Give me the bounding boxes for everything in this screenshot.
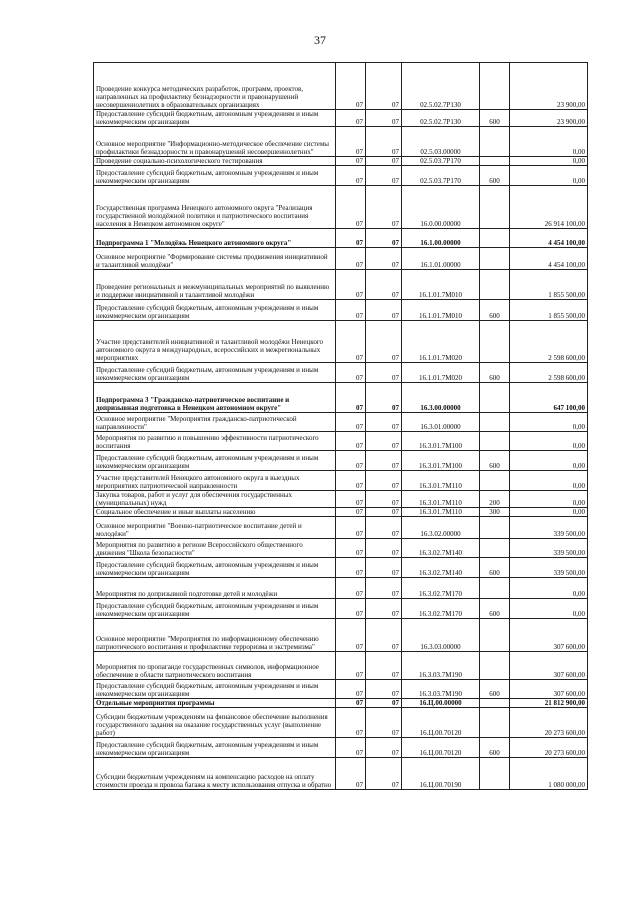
row-name-cell: Участие представителей инициативной и талантливой молодёжи Ненецкого автономного округа в международных, всероссийских и межрегиональных мероприятиях: [94, 321, 336, 363]
row-section-cell: 07: [336, 619, 366, 652]
row-type-cell: [480, 270, 510, 300]
row-subsection-cell: 07: [366, 680, 402, 699]
row-sum-cell: 0,00: [510, 491, 588, 508]
row-sum-cell: 0,00: [510, 578, 588, 599]
row-type-cell: [480, 63, 510, 110]
table-row: [94, 708, 588, 738]
row-section-cell: 07: [336, 517, 366, 539]
table-row: [94, 558, 588, 578]
row-type-cell: [480, 539, 510, 558]
row-type-cell: [480, 578, 510, 599]
row-subsection-cell: 07: [366, 363, 402, 383]
row-name-cell: Мероприятия по развитию и повышению эффективности патриотического воспитания: [94, 432, 336, 451]
row-subsection-cell: 07: [366, 517, 402, 539]
row-sum-cell: 307 600,00: [510, 680, 588, 699]
row-code-cell: 16.3.02.7М170: [402, 578, 480, 599]
row-sum-cell: 21 812 900,00: [510, 699, 588, 708]
table-row: [94, 738, 588, 758]
row-subsection-cell: 07: [366, 321, 402, 363]
row-name-cell: Подпрограмма 1 "Молодёжь Ненецкого автономного округа": [94, 229, 336, 248]
table-row: [94, 619, 588, 652]
row-sum-cell: 339 500,00: [510, 539, 588, 558]
row-section-cell: 07: [336, 229, 366, 248]
row-type-cell: [480, 248, 510, 270]
row-code-cell: 16.Ц.00.00000: [402, 699, 480, 708]
row-section-cell: 07: [336, 599, 366, 619]
table-row: [94, 578, 588, 599]
row-type-cell: [480, 432, 510, 451]
row-code-cell: 16.3.02.7М170: [402, 599, 480, 619]
row-code-cell: 16.3.01.7М110: [402, 491, 480, 508]
row-section-cell: 07: [336, 508, 366, 517]
row-code-cell: 16.3.00.00000: [402, 383, 480, 413]
row-code-cell: 16.3.01.7М110: [402, 508, 480, 517]
row-code-cell: 02.5.03.7Р170: [402, 157, 480, 166]
row-type-cell: [480, 383, 510, 413]
row-sum-cell: 339 500,00: [510, 558, 588, 578]
budget-table: [93, 62, 588, 790]
row-code-cell: 02.5.03.7Р170: [402, 166, 480, 186]
table-row: [94, 166, 588, 186]
row-section-cell: 07: [336, 578, 366, 599]
row-code-cell: 16.3.03.7М190: [402, 652, 480, 680]
row-name-cell: Государственная программа Ненецкого автономного округа "Реализация государственной молодёжной политики и патриотического воспитания населения в Ненецком автономном округе": [94, 186, 336, 229]
row-name-cell: Предоставление субсидий бюджетным, автономным учреждениям и иным некоммерческим организациям: [94, 599, 336, 619]
table-row: [94, 491, 588, 508]
row-name-cell: Основное мероприятие "Мероприятия по информационному обеспечению патриотического воспитания и профилактике терроризма и экстремизма": [94, 619, 336, 652]
row-name-cell: Участие представителей Ненецкого автономного округа в выездных мероприятиях патриотической направленности: [94, 471, 336, 491]
row-name-cell: Социальное обеспечение и иные выплаты населению: [94, 508, 336, 517]
row-code-cell: 16.3.02.7М140: [402, 539, 480, 558]
table-row: [94, 383, 588, 413]
row-subsection-cell: 07: [366, 599, 402, 619]
row-subsection-cell: 07: [366, 186, 402, 229]
row-section-cell: 07: [336, 491, 366, 508]
row-section-cell: 07: [336, 110, 366, 127]
row-subsection-cell: 07: [366, 300, 402, 321]
row-name-cell: Отдельные мероприятия программы: [94, 699, 336, 708]
row-name-cell: Основное мероприятие "Военно-патриотическое воспитание детей и молодёжи": [94, 517, 336, 539]
row-subsection-cell: 07: [366, 578, 402, 599]
table-row: [94, 471, 588, 491]
row-name-cell: Субсидии бюджетным учреждениям на компенсацию расходов на оплату стоимости проезда и провоза багажа к месту использования отпуска и обратно: [94, 758, 336, 790]
row-code-cell: 16.1.01.7М020: [402, 363, 480, 383]
row-type-cell: [480, 758, 510, 790]
row-sum-cell: 0,00: [510, 413, 588, 432]
row-code-cell: 16.Ц.00.70120: [402, 708, 480, 738]
row-code-cell: 16.3.01.7М100: [402, 432, 480, 451]
row-subsection-cell: 07: [366, 451, 402, 471]
row-type-cell: 600: [480, 558, 510, 578]
row-section-cell: 07: [336, 413, 366, 432]
row-sum-cell: 0,00: [510, 157, 588, 166]
row-sum-cell: 0,00: [510, 451, 588, 471]
row-sum-cell: 1 855 500,00: [510, 270, 588, 300]
table-row: [94, 63, 588, 110]
row-name-cell: Основное мероприятие "Информационно-методическое обеспечение системы профилактики безнадзорности и правонарушений несовершеннолетних": [94, 127, 336, 157]
row-sum-cell: 0,00: [510, 599, 588, 619]
row-subsection-cell: 07: [366, 508, 402, 517]
table-row: [94, 680, 588, 699]
row-sum-cell: 0,00: [510, 471, 588, 491]
row-code-cell: 16.1.01.7М010: [402, 300, 480, 321]
row-section-cell: 07: [336, 652, 366, 680]
table-row: [94, 517, 588, 539]
row-section-cell: 07: [336, 248, 366, 270]
row-sum-cell: 0,00: [510, 127, 588, 157]
table-row: [94, 599, 588, 619]
row-section-cell: 07: [336, 558, 366, 578]
row-type-cell: [480, 708, 510, 738]
row-subsection-cell: 07: [366, 63, 402, 110]
row-subsection-cell: 07: [366, 413, 402, 432]
row-sum-cell: 0,00: [510, 508, 588, 517]
row-subsection-cell: 07: [366, 558, 402, 578]
table-row: [94, 321, 588, 363]
row-sum-cell: 4 454 100,00: [510, 229, 588, 248]
row-sum-cell: 1 855 500,00: [510, 300, 588, 321]
row-subsection-cell: 07: [366, 699, 402, 708]
row-sum-cell: 339 500,00: [510, 517, 588, 539]
row-code-cell: 16.3.03.00000: [402, 619, 480, 652]
row-name-cell: Субсидии бюджетным учреждениям на финансовое обеспечение выполнения государственного задания на оказание государственных услуг (выполнение работ): [94, 708, 336, 738]
row-section-cell: 07: [336, 738, 366, 758]
row-subsection-cell: 07: [366, 166, 402, 186]
row-code-cell: 16.3.01.00000: [402, 413, 480, 432]
row-subsection-cell: 07: [366, 708, 402, 738]
row-section-cell: 07: [336, 680, 366, 699]
row-code-cell: 16.3.02.00000: [402, 517, 480, 539]
row-subsection-cell: 07: [366, 248, 402, 270]
row-sum-cell: 4 454 100,00: [510, 248, 588, 270]
row-section-cell: 07: [336, 63, 366, 110]
row-type-cell: 200: [480, 491, 510, 508]
row-section-cell: 07: [336, 539, 366, 558]
row-name-cell: Предоставление субсидий бюджетным, автономным учреждениям и иным некоммерческим организациям: [94, 451, 336, 471]
row-section-cell: 07: [336, 758, 366, 790]
row-section-cell: 07: [336, 186, 366, 229]
row-type-cell: 600: [480, 599, 510, 619]
row-subsection-cell: 07: [366, 652, 402, 680]
row-sum-cell: 307 600,00: [510, 652, 588, 680]
row-type-cell: [480, 619, 510, 652]
row-name-cell: Проведение социально-психологического тестирования: [94, 157, 336, 166]
table-row: [94, 127, 588, 157]
row-type-cell: 600: [480, 738, 510, 758]
row-subsection-cell: 07: [366, 110, 402, 127]
table-row: [94, 652, 588, 680]
row-sum-cell: 1 080 000,00: [510, 758, 588, 790]
row-code-cell: 02.5.02.7Р130: [402, 63, 480, 110]
row-name-cell: Предоставление субсидий бюджетным, автономным учреждениям и иным некоммерческим организациям: [94, 558, 336, 578]
table-row: [94, 229, 588, 248]
table-row: [94, 508, 588, 517]
row-subsection-cell: 07: [366, 758, 402, 790]
row-code-cell: 16.3.01.7М100: [402, 451, 480, 471]
row-sum-cell: 0,00: [510, 166, 588, 186]
row-code-cell: 16.1.01.7М020: [402, 321, 480, 363]
row-section-cell: 07: [336, 157, 366, 166]
row-section-cell: 07: [336, 451, 366, 471]
table-row: [94, 539, 588, 558]
row-name-cell: Мероприятия по пропаганде государственных символов, информационное обеспечение в области патриотического воспитания: [94, 652, 336, 680]
row-section-cell: 07: [336, 127, 366, 157]
row-sum-cell: 647 100,00: [510, 383, 588, 413]
row-section-cell: 07: [336, 699, 366, 708]
row-code-cell: 16.3.03.7М190: [402, 680, 480, 699]
row-subsection-cell: 07: [366, 270, 402, 300]
row-type-cell: [480, 127, 510, 157]
row-type-cell: [480, 517, 510, 539]
row-name-cell: Подпрограмма 3 "Гражданско-патриотическое воспитание и допризывная подготовка в Ненецком автономном округе": [94, 383, 336, 413]
row-section-cell: 07: [336, 270, 366, 300]
row-name-cell: Проведение региональных и межмуниципальных мероприятий по выявлению и поддержке инициативной и талантливой молодёжи: [94, 270, 336, 300]
row-subsection-cell: 07: [366, 229, 402, 248]
row-type-cell: [480, 413, 510, 432]
table-row: [94, 758, 588, 790]
row-code-cell: 16.3.02.7М140: [402, 558, 480, 578]
row-type-cell: 600: [480, 363, 510, 383]
row-sum-cell: 0,00: [510, 432, 588, 451]
row-section-cell: 07: [336, 300, 366, 321]
row-name-cell: Закупка товаров, работ и услуг для обеспечения государственных (муниципальных) нужд: [94, 491, 336, 508]
table-row: [94, 699, 588, 708]
row-name-cell: Проведение конкурса методических разработок, программ, проектов, направленных на профилактику безнадзорности и правонарушений несовершеннолетних в образовательных организациях: [94, 63, 336, 110]
row-type-cell: [480, 471, 510, 491]
table-row: [94, 157, 588, 166]
row-name-cell: Предоставление субсидий бюджетным, автономным учреждениям и иным некоммерческим организациям: [94, 680, 336, 699]
row-code-cell: 16.1.01.7М010: [402, 270, 480, 300]
row-name-cell: Предоставление субсидий бюджетным, автономным учреждениям и иным некоммерческим организациям: [94, 300, 336, 321]
row-sum-cell: 20 273 600,00: [510, 738, 588, 758]
row-subsection-cell: 07: [366, 619, 402, 652]
row-code-cell: 16.Ц.00.70190: [402, 758, 480, 790]
row-name-cell: Предоставление субсидий бюджетным, автономным учреждениям и иным некоммерческим организациям: [94, 363, 336, 383]
table-row: [94, 363, 588, 383]
row-subsection-cell: 07: [366, 157, 402, 166]
row-name-cell: Предоставление субсидий бюджетным, автономным учреждениям и иным некоммерческим организациям: [94, 110, 336, 127]
row-section-cell: 07: [336, 321, 366, 363]
page-number: 37: [314, 33, 326, 47]
row-type-cell: 300: [480, 508, 510, 517]
table-row: [94, 432, 588, 451]
table-row: [94, 248, 588, 270]
row-name-cell: Основное мероприятие "Мероприятия гражданско-патриотической направленности": [94, 413, 336, 432]
table-row: [94, 270, 588, 300]
row-name-cell: Основное мероприятие "Формирование системы продвижения инициативной и талантливой молодёжи": [94, 248, 336, 270]
row-subsection-cell: 07: [366, 491, 402, 508]
row-code-cell: 02.5.03.00000: [402, 127, 480, 157]
row-section-cell: 07: [336, 363, 366, 383]
row-type-cell: 600: [480, 166, 510, 186]
row-type-cell: 600: [480, 451, 510, 471]
row-subsection-cell: 07: [366, 383, 402, 413]
row-type-cell: [480, 186, 510, 229]
row-name-cell: Предоставление субсидий бюджетным, автономным учреждениям и иным некоммерческим организациям: [94, 166, 336, 186]
table-row: [94, 110, 588, 127]
row-name-cell: Предоставление субсидий бюджетным, автономным учреждениям и иным некоммерческим организациям: [94, 738, 336, 758]
row-type-cell: [480, 157, 510, 166]
row-sum-cell: 20 273 600,00: [510, 708, 588, 738]
row-code-cell: 16.Ц.00.70120: [402, 738, 480, 758]
row-subsection-cell: 07: [366, 471, 402, 491]
row-section-cell: 07: [336, 471, 366, 491]
row-code-cell: 16.0.00.00000: [402, 186, 480, 229]
row-name-cell: Мероприятия по допризывной подготовке детей и молодёжи: [94, 578, 336, 599]
row-subsection-cell: 07: [366, 738, 402, 758]
row-code-cell: 02.5.02.7Р130: [402, 110, 480, 127]
row-type-cell: [480, 652, 510, 680]
row-sum-cell: 26 914 100,00: [510, 186, 588, 229]
row-section-cell: 07: [336, 166, 366, 186]
row-section-cell: 07: [336, 708, 366, 738]
row-subsection-cell: 07: [366, 539, 402, 558]
row-sum-cell: 2 598 600,00: [510, 321, 588, 363]
table-row: [94, 300, 588, 321]
row-type-cell: 600: [480, 680, 510, 699]
table-row: [94, 413, 588, 432]
row-name-cell: Мероприятия по развитию в регионе Всероссийского общественного движения "Школа безопасности": [94, 539, 336, 558]
row-type-cell: 600: [480, 300, 510, 321]
row-subsection-cell: 07: [366, 127, 402, 157]
row-subsection-cell: 07: [366, 432, 402, 451]
row-code-cell: 16.1.00.00000: [402, 229, 480, 248]
table-row: [94, 186, 588, 229]
row-code-cell: 16.3.01.7М110: [402, 471, 480, 491]
budget-table-body: [94, 63, 588, 790]
row-sum-cell: 23 900,00: [510, 63, 588, 110]
row-sum-cell: 307 600,00: [510, 619, 588, 652]
row-sum-cell: 2 598 600,00: [510, 363, 588, 383]
row-section-cell: 07: [336, 432, 366, 451]
table-row: [94, 451, 588, 471]
row-code-cell: 16.1.01.00000: [402, 248, 480, 270]
row-section-cell: 07: [336, 383, 366, 413]
row-sum-cell: 23 900,00: [510, 110, 588, 127]
row-type-cell: [480, 229, 510, 248]
row-type-cell: [480, 321, 510, 363]
row-type-cell: 600: [480, 110, 510, 127]
row-type-cell: [480, 699, 510, 708]
